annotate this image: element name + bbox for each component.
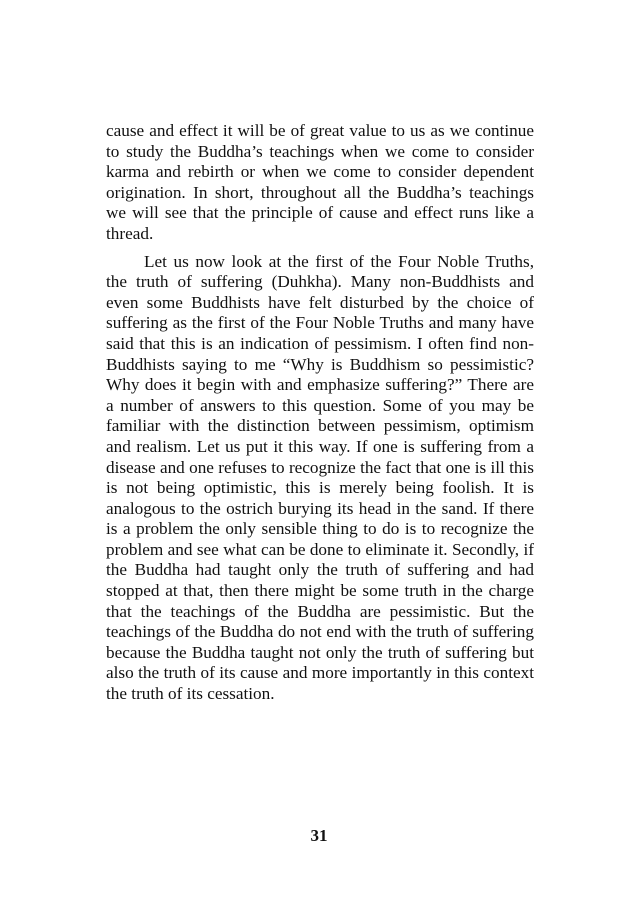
body-text — [106, 121, 534, 705]
paragraph-four-noble-truths: Let us now look at the first of the Four Noble Truths, the truth of suffering (Duhkha). Many non-Buddhists and even some Buddhists have felt disturbed by the choice of suffering as the first of the Four Noble Truths and many have said that this is an indication of pessimism. I often find non-Buddhists saying to me “Why is Buddhism so pessimistic? Why does it begin with and emphasize suffering?” There are a number of answers to this question. Some of you may be familiar with the distinction between pessimism, optimism and realism. Let us put it this way. If one is suffering from a disease and one refuses to recognize the fact that one is ill this is not being optimistic, this is merely being foolish. It is analogous to the ostrich burying its head in the sand. If there is a problem the only sensible thing to do is to recognize the problem and see what can be done to eliminate it. Secondly, if the Buddha had taught only the truth of suffering and had stopped at that, then there might be some truth in the charge that the teachings of the Buddha are pessimistic. But the teachings of the Buddha do not end with the truth of suffering because the Buddha taught not only the truth of suffering but also the truth of its cause and more importantly in this context the truth of its cessation. — [106, 251, 534, 704]
paragraph-continuation: cause and effect it will be of great value to us as we continue to study the Buddha’s teachings when we come to consider karma and rebirth or when we come to consider dependent origination. In short, throughout all the Buddha’s teachings we will see that the principle of cause and effect runs like a thread. — [106, 121, 534, 243]
page-number: 31 — [310, 826, 328, 845]
